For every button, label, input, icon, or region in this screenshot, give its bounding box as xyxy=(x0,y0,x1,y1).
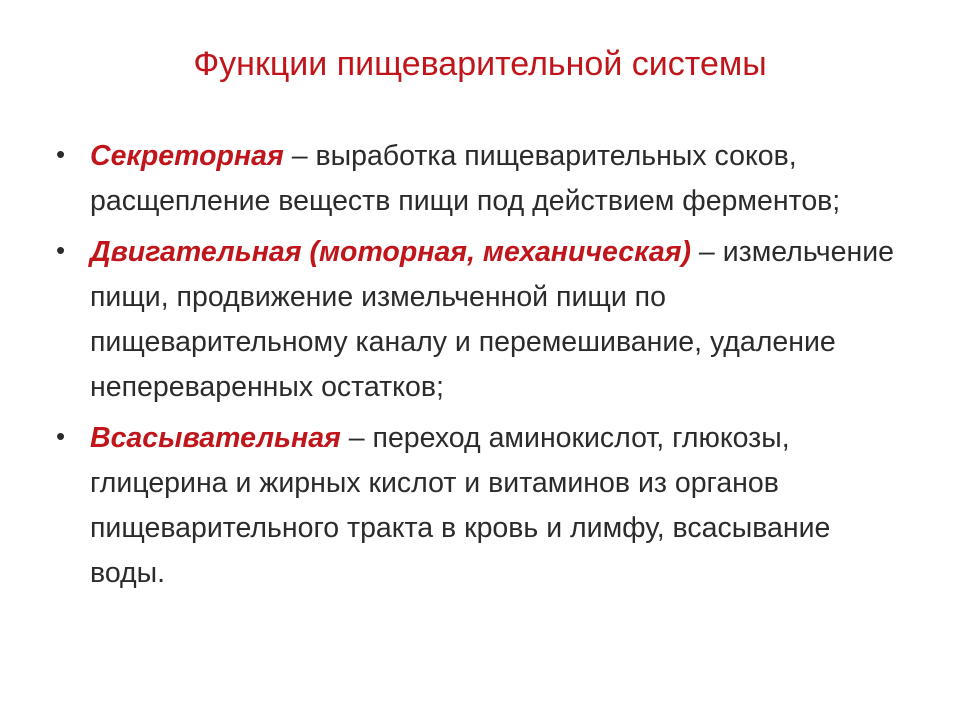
bullet-text: – выработка пищеварительных соков, расщепление веществ пищи под действием ферментов; xyxy=(90,140,841,217)
bullet-item-motor xyxy=(56,230,906,410)
bullet-term: Двигательная (моторная, механическая) xyxy=(90,236,692,268)
bullet-icon: • xyxy=(56,139,66,169)
bullet-term: Секреторная xyxy=(90,140,284,172)
bullet-list xyxy=(56,134,906,602)
bullet-item-secretory xyxy=(56,134,906,224)
bullet-text: – переход аминокислот, глюкозы, глицерина и жирных кислот и витаминов из органов пищеварительного тракта в кровь и лимфу, всасывание воды. xyxy=(90,422,831,589)
bullet-term: Всасывательная xyxy=(90,422,341,454)
bullet-text: – измельчение пищи, продвижение измельченной пищи по пищеварительному каналу и перемешивание, удаление непереваренных остатков; xyxy=(90,236,894,403)
slide-title: Функции пищеварительной системы xyxy=(193,45,767,83)
bullet-icon: • xyxy=(56,421,66,451)
bullet-icon: • xyxy=(56,235,66,265)
bullet-item-absorption xyxy=(56,416,906,596)
